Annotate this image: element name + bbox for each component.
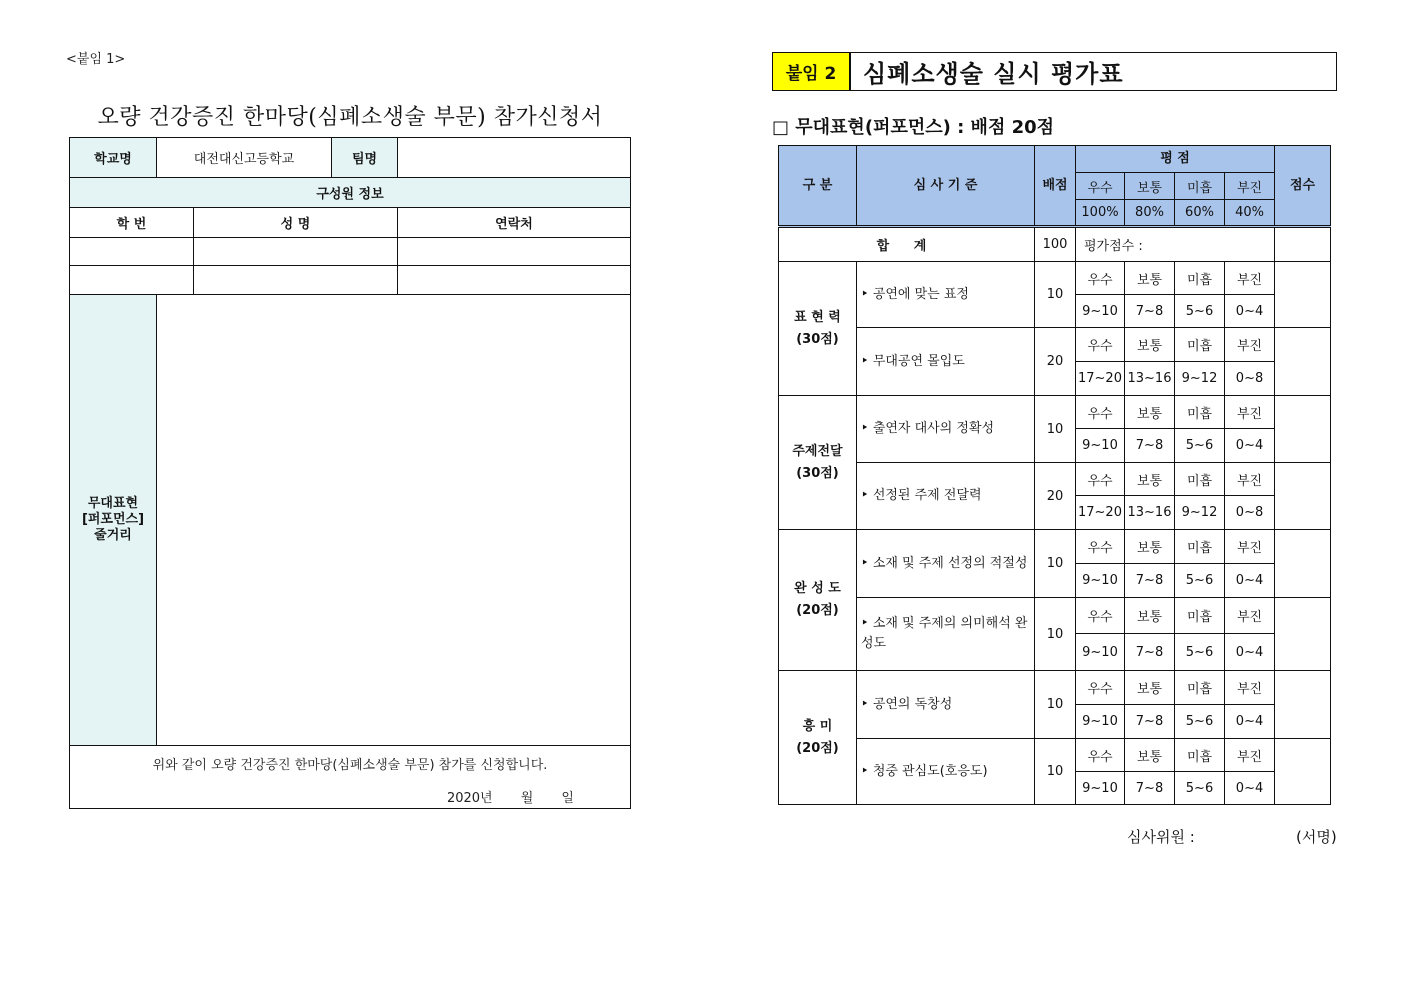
total-label: 합 계 — [779, 227, 1035, 262]
score-range: 9~10 — [1076, 772, 1125, 805]
level-label: 부진 — [1225, 463, 1275, 496]
level-label: 우수 — [1076, 463, 1125, 496]
category-points: (30점) — [796, 331, 839, 347]
level-label: 부진 — [1225, 598, 1275, 634]
level-label: 미흡 — [1175, 396, 1225, 429]
level-label: 보통 — [1125, 598, 1175, 634]
team-field[interactable] — [398, 138, 631, 178]
score-range: 13~16 — [1125, 362, 1175, 396]
members-header: 구성원 정보 — [70, 178, 631, 208]
score-field[interactable] — [1275, 739, 1331, 805]
item-points: 10 — [1035, 671, 1076, 739]
col-contact: 연락처 — [398, 208, 631, 238]
level-label: 우수 — [1076, 328, 1125, 362]
criteria-cell: ‣ 출연자 대사의 정확성 — [857, 396, 1035, 463]
level-label: 보통 — [1125, 739, 1175, 772]
name-field[interactable] — [194, 238, 398, 266]
application-date: 2020년 월 일 — [446, 791, 574, 806]
criteria-cell: ‣ 소재 및 주제의 의미해석 완성도 — [857, 598, 1035, 671]
score-range: 17~20 — [1076, 362, 1125, 396]
level-label: 우수 — [1076, 262, 1125, 295]
header-criteria: 심 사 기 준 — [857, 146, 1035, 227]
level-label: 보통 — [1125, 262, 1175, 295]
score-range: 0~4 — [1225, 772, 1275, 805]
level-label: 우수 — [1076, 739, 1125, 772]
signature-label: (서명) — [1296, 828, 1337, 846]
col-student-no: 학 번 — [70, 208, 194, 238]
level-label: 미흡 — [1175, 598, 1225, 634]
school-label: 학교명 — [70, 138, 157, 178]
score-range: 0~4 — [1225, 429, 1275, 463]
evaluation-title: 심폐소생술 실시 평가표 — [863, 60, 1124, 88]
item-points: 10 — [1035, 262, 1076, 328]
criteria-cell: ‣ 청중 관심도(호응도) — [857, 739, 1035, 805]
score-range: 5~6 — [1175, 772, 1225, 805]
contact-field[interactable] — [398, 266, 631, 295]
score-range: 0~8 — [1225, 496, 1275, 530]
header-category: 구 분 — [779, 146, 857, 227]
attachment-badge: 붙임 2 — [773, 53, 851, 90]
item-points: 20 — [1035, 328, 1076, 396]
category-cell — [779, 530, 857, 671]
score-field[interactable] — [1275, 463, 1331, 530]
score-range: 7~8 — [1125, 772, 1175, 805]
score-range: 9~12 — [1175, 496, 1225, 530]
stage-synopsis-field[interactable] — [157, 295, 631, 746]
score-range: 9~12 — [1175, 362, 1225, 396]
total-note: 평가점수 : — [1076, 227, 1275, 262]
score-range: 7~8 — [1125, 634, 1175, 671]
criteria-label: 청중 관심도(호응도) — [872, 763, 988, 779]
header-percent: 40% — [1225, 200, 1275, 227]
criteria-label: 공연에 맞는 표정 — [872, 286, 969, 302]
category-cell — [779, 262, 857, 396]
category-name: 주제전달 — [792, 443, 843, 459]
score-range: 7~8 — [1125, 564, 1175, 598]
level-label: 우수 — [1076, 530, 1125, 564]
score-range: 5~6 — [1175, 429, 1225, 463]
header-percent: 60% — [1175, 200, 1225, 227]
score-field[interactable] — [1275, 328, 1331, 396]
criteria-cell: ‣ 선정된 주제 전달력 — [857, 463, 1035, 530]
item-points: 10 — [1035, 739, 1076, 805]
category-cell — [779, 396, 857, 530]
declaration-cell — [70, 746, 631, 809]
item-points: 10 — [1035, 396, 1076, 463]
school-field[interactable]: 대전대신고등학교 — [157, 138, 332, 178]
score-range: 9~10 — [1076, 705, 1125, 739]
score-range: 0~8 — [1225, 362, 1275, 396]
application-title: 오량 건강증진 한마당(심폐소생술 부문) 참가신청서 — [97, 105, 603, 130]
criteria-label: 무대공연 몰입도 — [872, 353, 965, 369]
level-label: 보통 — [1125, 463, 1175, 496]
category-points: (20점) — [796, 740, 839, 756]
team-label: 팀명 — [332, 138, 398, 178]
header-level: 우수 — [1076, 173, 1125, 200]
level-label: 미흡 — [1175, 530, 1225, 564]
criteria-label: 소재 및 주제 선정의 적절성 — [872, 555, 1028, 571]
contact-field[interactable] — [398, 238, 631, 266]
score-range: 5~6 — [1175, 564, 1225, 598]
level-label: 미흡 — [1175, 463, 1225, 496]
item-points: 10 — [1035, 530, 1076, 598]
stage-label: 무대표현 [퍼포먼스] 줄거리 — [70, 295, 157, 746]
category-name: 표 현 력 — [794, 309, 841, 325]
score-range: 0~4 — [1225, 295, 1275, 328]
level-label: 미흡 — [1175, 262, 1225, 295]
score-field[interactable] — [1275, 530, 1331, 598]
score-range: 9~10 — [1076, 429, 1125, 463]
category-cell — [779, 671, 857, 805]
criteria-cell: ‣ 무대공연 몰입도 — [857, 328, 1035, 396]
header-level: 부진 — [1225, 173, 1275, 200]
total-score-field[interactable] — [1275, 227, 1331, 262]
level-label: 우수 — [1076, 671, 1125, 705]
item-points: 20 — [1035, 463, 1076, 530]
score-range: 7~8 — [1125, 295, 1175, 328]
level-label: 보통 — [1125, 328, 1175, 362]
level-label: 보통 — [1125, 530, 1175, 564]
level-label: 부진 — [1225, 328, 1275, 362]
score-range: 0~4 — [1225, 564, 1275, 598]
header-level: 미흡 — [1175, 173, 1225, 200]
level-label: 부진 — [1225, 530, 1275, 564]
score-field[interactable] — [1275, 598, 1331, 671]
item-points: 10 — [1035, 598, 1076, 671]
score-range: 0~4 — [1225, 705, 1275, 739]
score-range: 7~8 — [1125, 705, 1175, 739]
level-label: 부진 — [1225, 671, 1275, 705]
level-label: 우수 — [1076, 598, 1125, 634]
student-no-field[interactable] — [70, 266, 194, 295]
judge-label: 심사위원 : — [1127, 828, 1195, 846]
level-label: 부진 — [1225, 396, 1275, 429]
criteria-label: 선정된 주제 전달력 — [872, 488, 982, 503]
criteria-cell: ‣ 공연에 맞는 표정 — [857, 262, 1035, 328]
header-score: 점수 — [1275, 146, 1331, 227]
criteria-cell: ‣ 공연의 독창성 — [857, 671, 1035, 739]
score-range: 5~6 — [1175, 705, 1225, 739]
header-grade: 평 점 — [1076, 146, 1275, 173]
criteria-label: 출연자 대사의 정확성 — [872, 421, 995, 436]
header-percent: 100% — [1076, 200, 1125, 227]
section-heading: □ 무대표현(퍼포먼스) : 배점 20점 — [772, 117, 1055, 138]
attachment-label: <붙임 1> — [66, 52, 126, 67]
level-label: 부진 — [1225, 262, 1275, 295]
level-label: 미흡 — [1175, 328, 1225, 362]
header-points: 배점 — [1035, 146, 1076, 227]
member-row — [70, 266, 631, 295]
total-points: 100 — [1035, 227, 1076, 262]
col-name: 성 명 — [194, 208, 398, 238]
score-range: 9~10 — [1076, 564, 1125, 598]
criteria-label: 소재 및 주제의 의미해석 완성도 — [861, 616, 1028, 651]
score-field[interactable] — [1275, 262, 1331, 328]
level-label: 보통 — [1125, 396, 1175, 429]
level-label: 부진 — [1225, 739, 1275, 772]
evaluation-table — [778, 145, 1331, 805]
score-range: 0~4 — [1225, 634, 1275, 671]
level-label: 미흡 — [1175, 671, 1225, 705]
declaration-text: 위와 같이 오량 건강증진 한마당(심폐소생술 부문) 참가를 신청합니다. — [152, 758, 548, 773]
header-level: 보통 — [1125, 173, 1175, 200]
title-box — [772, 52, 1337, 91]
level-label: 보통 — [1125, 671, 1175, 705]
category-name: 완 성 도 — [794, 581, 841, 596]
criteria-cell: ‣ 소재 및 주제 선정의 적절성 — [857, 530, 1035, 598]
score-field[interactable] — [1275, 396, 1331, 463]
score-range: 9~10 — [1076, 295, 1125, 328]
student-no-field[interactable] — [70, 238, 194, 266]
score-range: 7~8 — [1125, 429, 1175, 463]
application-table — [69, 137, 631, 809]
category-points: (30점) — [796, 465, 839, 481]
score-range: 5~6 — [1175, 295, 1225, 328]
score-range: 5~6 — [1175, 634, 1225, 671]
category-points: (20점) — [796, 603, 839, 618]
score-range: 13~16 — [1125, 496, 1175, 530]
level-label: 미흡 — [1175, 739, 1225, 772]
level-label: 우수 — [1076, 396, 1125, 429]
score-range: 17~20 — [1076, 496, 1125, 530]
score-range: 9~10 — [1076, 634, 1125, 671]
category-name: 흥 미 — [802, 718, 833, 734]
name-field[interactable] — [194, 266, 398, 295]
criteria-label: 공연의 독창성 — [872, 696, 953, 712]
score-field[interactable] — [1275, 671, 1331, 739]
member-row — [70, 238, 631, 266]
header-percent: 80% — [1125, 200, 1175, 227]
